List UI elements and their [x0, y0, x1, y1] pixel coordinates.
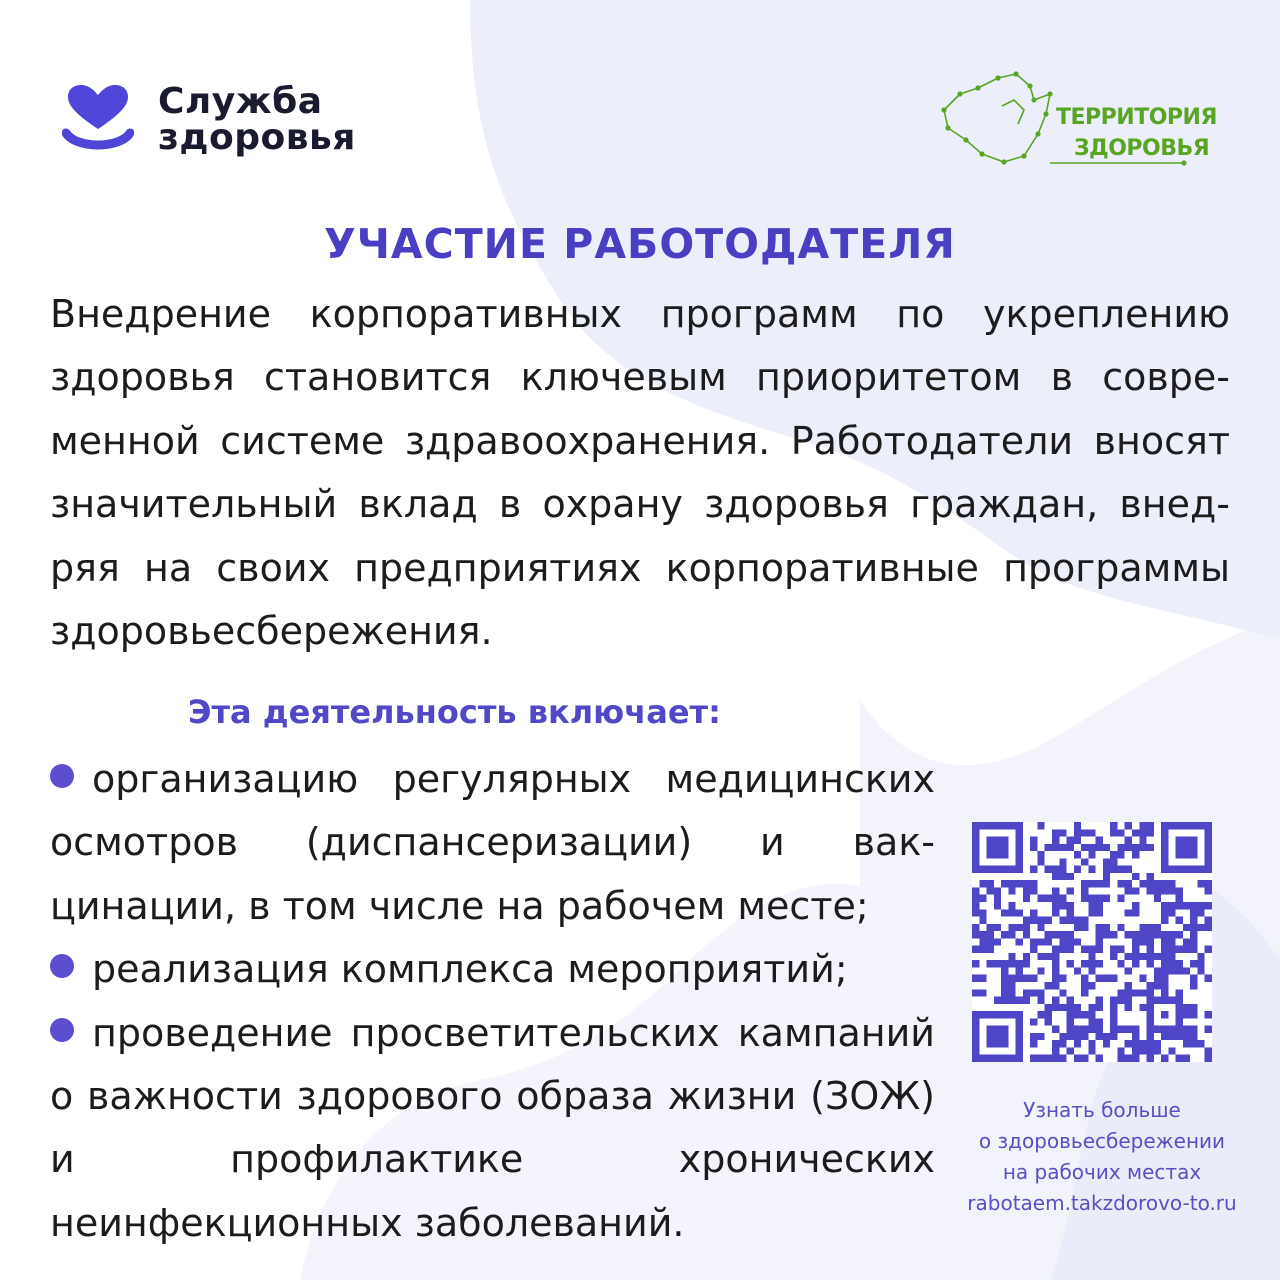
bullet-icon	[50, 954, 74, 978]
right-logo-text	[1056, 102, 1217, 164]
list-item	[50, 938, 935, 1001]
bullet-icon	[50, 1018, 74, 1042]
list-item-text: реализация комплекса мероприятий;	[92, 947, 848, 992]
logo-line-2: здоровья	[158, 117, 356, 158]
caption-line-2: о здоровьесбережении	[978, 1129, 1226, 1153]
logo-wordmark	[158, 81, 356, 158]
qr-code[interactable]	[972, 822, 1212, 1062]
caption-url-link[interactable]: rabotaem.takzdorovo-to.ru	[967, 1191, 1237, 1215]
list-item	[50, 1002, 935, 1256]
activities-list	[50, 748, 935, 1255]
logo-line-1: Служба	[158, 81, 323, 122]
territoriya-zdorovya-logo	[938, 66, 1217, 176]
sluzhba-zdorovya-logo	[62, 81, 356, 158]
qr-caption	[944, 1095, 1260, 1219]
page-title: УЧАСТИЕ РАБОТОДАТЕЛЯ	[324, 220, 956, 268]
caption-line-1: Узнать больше	[1023, 1098, 1181, 1122]
list-item-text: организацию регулярных медицинских осмотров (диспансеризации) и вакцинации, в том числе на рабочем месте;	[50, 757, 935, 928]
list-item-text: проведение просветительских кампаний о важности здорового образа жизни (ЗОЖ) и профилактике хронических неинфекционных заболеваний.	[50, 1010, 935, 1245]
right-logo-line-1: ТЕРРИТОРИЯ	[1056, 105, 1217, 130]
list-heading: Эта деятельность включает:	[188, 693, 721, 731]
caption-line-3: на рабочих местах	[1002, 1160, 1202, 1184]
right-logo-line-2: ЗДОРОВЬЯ	[1074, 136, 1210, 161]
list-item	[50, 748, 935, 938]
heart-smile-icon	[62, 85, 134, 155]
intro-paragraph: Внедрение корпоративных программ по укреплению здоровья становится ключевым приоритетом в современной системе здравоохранения. Работодатели вносят значительный вклад в охрану здоровья граждан, внедряя на своих предприятиях корпоративные программы здоровьесбережения.	[50, 292, 1230, 654]
bullet-icon	[50, 764, 74, 788]
